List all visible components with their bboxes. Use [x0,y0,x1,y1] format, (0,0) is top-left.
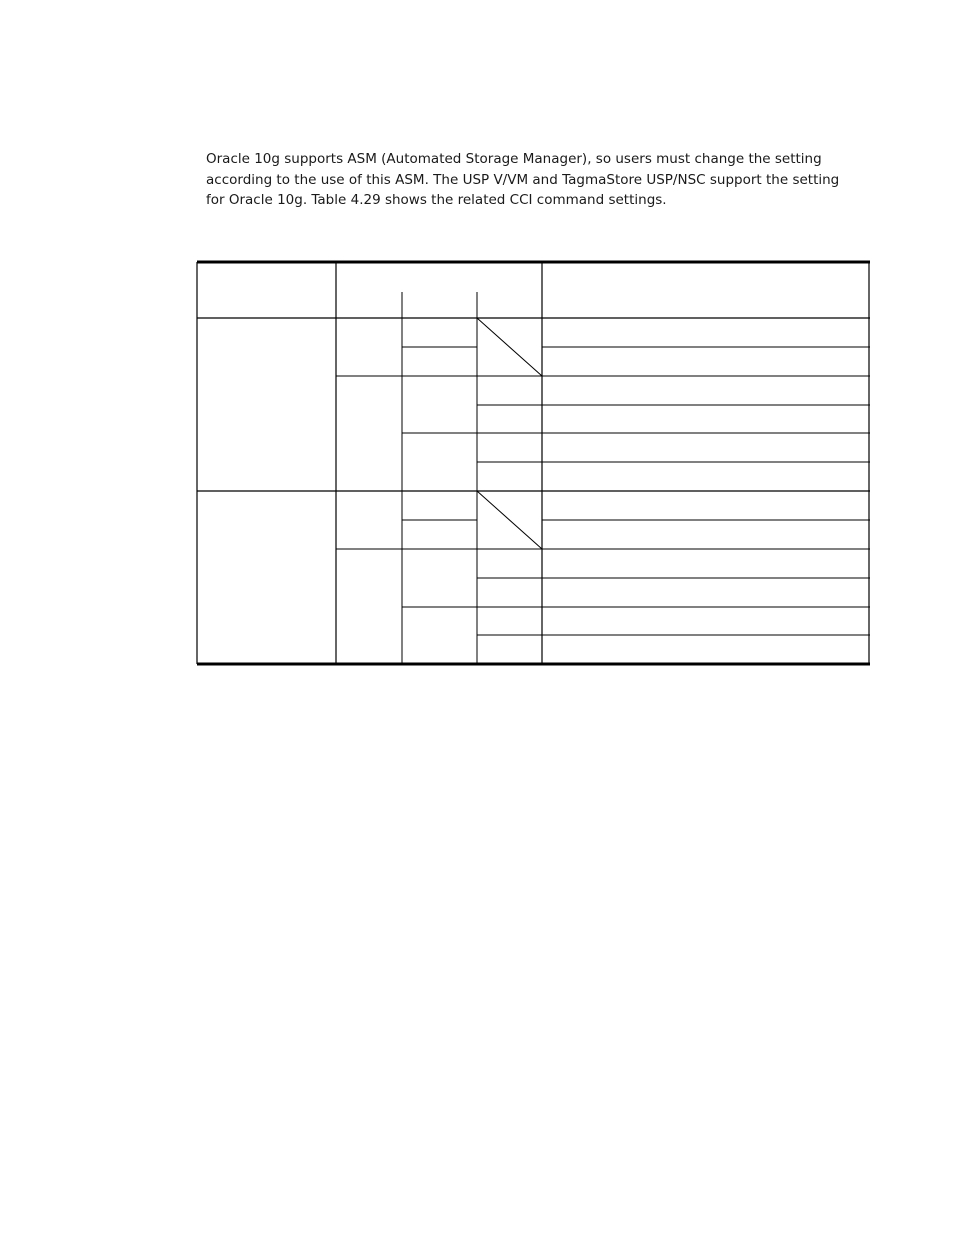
intro-paragraph: Oracle 10g supports ASM (Automated Storage Manager), so users must change the setting according to the use of this ASM. The USP V/VM and TagmaStore USP/NSC support the setting for Oracle 10g. Table 4.29 shows the related CCI command settings. [206,151,840,208]
g1-diagonal-na-cell [477,318,542,376]
g2-diagonal-na-cell [477,491,542,549]
